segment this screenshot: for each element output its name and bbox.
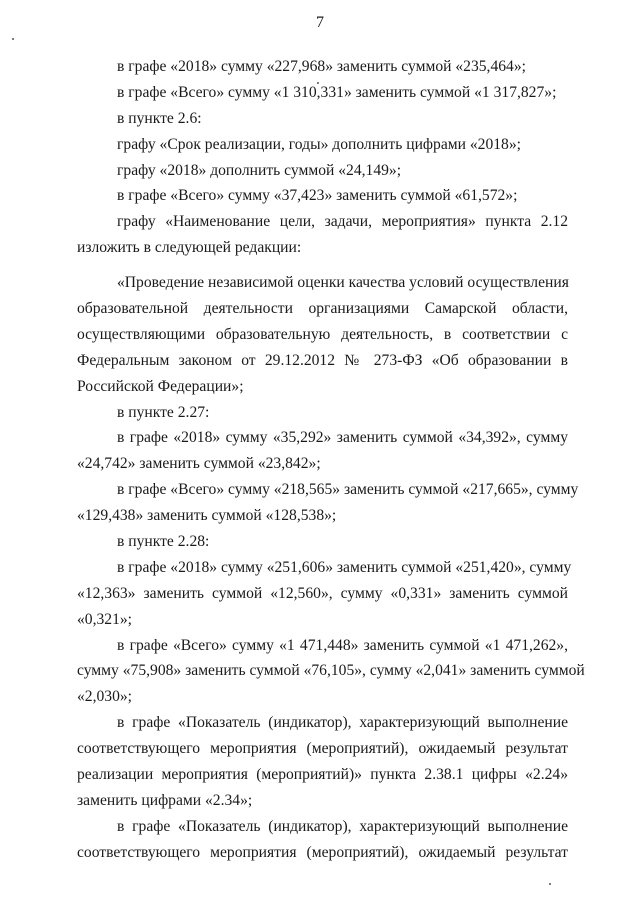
text-line: «2,030»; [77,688,133,706]
text-line: в графе «Показатель (индикатор), характеризующий выполнение [117,817,568,835]
text-line: Российской Федерации»; [77,377,244,395]
text-line: «0,321»; [77,610,133,628]
text-line: «24,742» заменить суммой «23,842»; [77,455,321,473]
text-line: осуществляющими образовательную деятельность, в соответствии с [77,325,568,343]
scan-speck [317,82,319,84]
text-line: в пункте 2.6: [117,109,202,127]
text-line: в графе «2018» сумму «227,968» заменить суммой «235,464»; [117,58,526,75]
text-line: сумму «75,908» заменить суммой «76,105», сумму «2,041» заменить суммой [77,662,585,680]
text-line: в графе «Всего» сумму «1 471,448» заменить суммой «1 471,262», [117,636,568,654]
text-line: в графе «Всего» сумму «37,423» заменить суммой «61,572»; [117,187,518,205]
text-line: образовательной деятельности организациями Самарской области, [77,300,568,318]
scan-speck [12,38,14,40]
page-number: 7 [316,14,324,31]
text-line: в пункте 2.27: [117,403,210,421]
text-line: в графе «2018» сумму «251,606» заменить суммой «251,420», сумму [117,558,572,576]
text-line: графу «Наименование цели, задачи, мероприятия» пункта 2.12 [117,213,568,231]
text-line: в пункте 2.28: [117,533,210,551]
text-line: «129,438» заменить суммой «128,538»; [77,507,337,525]
text-line: соответствующего мероприятия (мероприятий), ожидаемый результат [77,740,568,758]
text-line: Федеральным законом от 29.12.2012 № 273-ФЗ «Об образовании в [77,351,568,369]
text-line: «12,363» заменить суммой «12,560», сумму «0,331» заменить суммой [77,584,568,602]
text-line: соответствующего мероприятия (мероприятий), ожидаемый результат [77,843,568,861]
text-line: в графе «Всего» сумму «218,565» заменить суммой «217,665», сумму [117,481,579,499]
text-line: изложить в следующей редакции: [77,239,302,257]
text-line: заменить цифрами «2.34»; [77,791,253,809]
text-line: в графе «2018» сумму «35,292» заменить суммой «34,392», сумму [117,429,568,447]
text-line: реализации мероприятия (мероприятий)» пункта 2.38.1 цифры «2.24» [77,766,568,784]
text-line: графу «Срок реализации, годы» дополнить цифрами «2018»; [117,135,521,153]
text-line: в графе «Всего» сумму «1 310,331» заменить суммой «1 317,827»; [117,83,557,101]
text-line: «Проведение независимой оценки качества условий осуществления [117,274,569,292]
text-line: графу «2018» дополнить суммой «24,149»; [117,161,402,179]
scan-speck [549,883,551,885]
document-body [77,54,585,866]
text-line: в графе «Показатель (индикатор), характеризующий выполнение [117,714,568,732]
